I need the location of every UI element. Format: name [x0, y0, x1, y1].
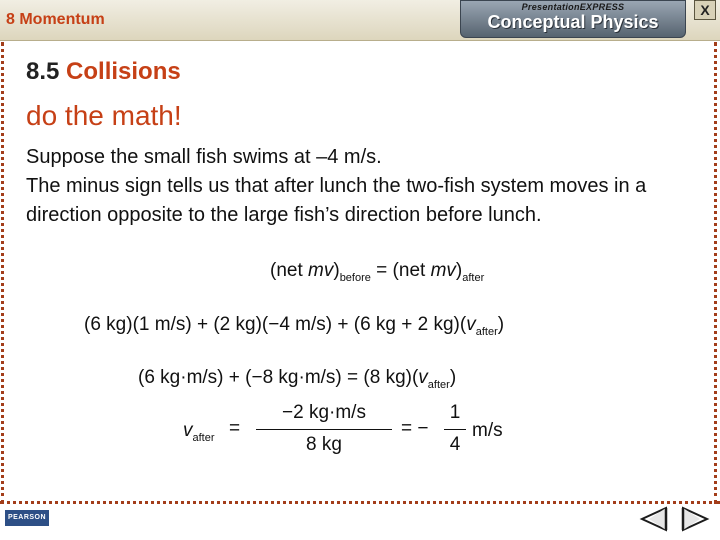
- equation-momentum-conservation: (net $mv)_{before} = (net$ $mv)_{after}$: [270, 260, 485, 284]
- body-line: The minus sign tells us that after lunch the two-fish system moves in a direction opposite to the large fish’s direction before lunch.: [26, 175, 647, 226]
- body-text: [26, 143, 686, 230]
- slide-heading: do the math!: [26, 100, 182, 131]
- fraction-bar: [256, 429, 392, 430]
- equation-simplified: (6 kg·m/s) + (−8 kg·m/s) = (8 $kg)(v_{after})$: [138, 367, 457, 391]
- brand-banner: [460, 0, 686, 38]
- fraction-numerator: 1: [449, 402, 461, 423]
- frame-left-border: [1, 42, 4, 504]
- frame-bottom-border: [0, 501, 720, 504]
- close-button[interactable]: X: [694, 0, 716, 20]
- fraction-denominator: 4: [449, 434, 461, 455]
- arrow-right-icon: [683, 508, 707, 530]
- section-name: Collisions: [66, 58, 181, 85]
- previous-slide-button[interactable]: [639, 506, 669, 532]
- section-number: 8.5: [26, 58, 60, 85]
- equals-minus: = −: [401, 418, 429, 439]
- fraction-bar: [444, 429, 466, 430]
- result-unit: m/s: [472, 420, 503, 441]
- pearson-logo: PEARSON: [5, 510, 49, 526]
- equals-sign: =: [229, 418, 241, 439]
- section-title: [26, 58, 181, 86]
- equation-substitution: (6 kg)(1 m/s) + (2 kg)(−4 m/s) + (6 kg + 2 $kg)(v_{after})$: [84, 314, 505, 338]
- brand-subtitle: PresentationEXPRESS: [521, 2, 625, 12]
- chapter-label: 8 Momentum: [6, 11, 105, 28]
- next-slide-button[interactable]: [680, 506, 710, 532]
- brand-title: Conceptual Physics: [487, 12, 659, 32]
- arrow-left-icon: [642, 508, 666, 530]
- fraction-numerator: −2 kg·m/s: [282, 402, 366, 423]
- title-bar: [0, 0, 720, 41]
- frame-right-border: [714, 42, 717, 504]
- body-line: Suppose the small fish swims at –4 m/s.: [26, 146, 382, 168]
- equation-result-variable: $v_{after}$: [183, 420, 215, 444]
- fraction-denominator: 8 kg: [306, 434, 342, 455]
